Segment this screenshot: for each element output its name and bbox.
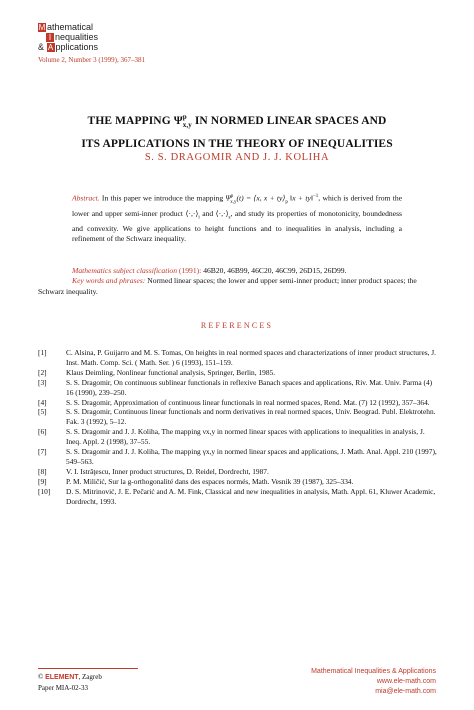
publisher-logo: ELEMENT bbox=[45, 674, 79, 681]
formula-exp: −1 bbox=[312, 194, 319, 199]
reference-text: Klaus Deimling, Nonlinear functional analysis, Springer, Berlin, 1985. bbox=[66, 367, 276, 377]
reference-text: S. S. Dragomir, Continuous linear functionals and norm derivatives in real normed spaces, Univ. Beograd. Publ. Elektrotehn. Fak. 3 (1992), 5–12. bbox=[66, 407, 436, 427]
logo-cap: A bbox=[47, 43, 54, 52]
reference-number: [10] bbox=[38, 486, 51, 496]
reference-text: S. S. Dragomir, On continuous sublinear functionals in reflexive Banach spaces and applications, Riv. Mat. Univ. Parma (4) 16 (1990), 239–250. bbox=[66, 377, 433, 397]
logo-cap: I bbox=[46, 33, 54, 42]
journal-logo bbox=[38, 22, 188, 52]
formula-sub: x,y bbox=[230, 200, 237, 206]
formula-symbol: Ψ bbox=[225, 193, 231, 203]
footer-journal-name: Mathematical Inequalities & Applications bbox=[311, 668, 436, 675]
reference-number: [6] bbox=[38, 427, 47, 437]
publisher-line bbox=[38, 672, 102, 683]
reference-item bbox=[38, 378, 438, 398]
logo-text: nequalities bbox=[55, 32, 99, 42]
title-superscript: p bbox=[182, 113, 187, 121]
logo-text: athematical bbox=[47, 22, 94, 32]
logo-line-3: & A pplications bbox=[38, 42, 99, 52]
reference-text: P. M. Miličić, Sur la g-orthogonalité dans des espaces normés, Math. Vesnik 39 (1987), 325–334. bbox=[66, 476, 354, 486]
reference-text: V. I. Istrăţescu, Inner product structures, D. Reidel, Dordrecht, 1987. bbox=[66, 466, 269, 476]
reference-number: [3] bbox=[38, 377, 47, 387]
keywords-text: Normed linear spaces; the lower and upper semi-inner product; inner product spaces; the Schwarz inequality. bbox=[38, 276, 417, 296]
reference-item bbox=[38, 407, 438, 427]
footer-website[interactable]: www.ele-math.com bbox=[376, 678, 436, 685]
abstract-text: In this paper we introduce the mapping bbox=[99, 193, 226, 203]
abstract-text: , which is derived from the lower and upper semi-inner product bbox=[72, 193, 403, 218]
keywords bbox=[38, 276, 438, 297]
publisher-city: , Zagreb bbox=[78, 673, 102, 681]
classification-codes: 46B20, 46B99, 46C20, 46C99, 26D15, 26D99. bbox=[201, 266, 347, 275]
footer-right bbox=[311, 667, 436, 697]
reference-item bbox=[38, 368, 438, 378]
reference-item bbox=[38, 398, 438, 408]
classification-year: (1991): bbox=[177, 266, 202, 275]
reference-text: D. S. Mitrinović, J. E. Pečarić and A. M. Fink, Classical and new inequalities in analysis, Math. Appl. 61, Kluwer Academic, Dordrecht, 1993. bbox=[66, 486, 436, 506]
footer-left bbox=[38, 672, 102, 693]
volume-info: Volume 2, Number 3 (1999), 367–381 bbox=[38, 56, 145, 64]
reference-item bbox=[38, 427, 438, 447]
references-heading: REFERENCES bbox=[200, 321, 274, 330]
reference-number: [1] bbox=[38, 348, 47, 357]
authors: S. S. DRAGOMIR AND J. J. KOLIHA bbox=[144, 152, 330, 163]
reference-item bbox=[38, 447, 438, 467]
reference-text: S. S. Dragomir and J. J. Koliha, The mapping γx,y in normed linear spaces and applications, J. Math. Anal. Appl. 210 (1997), 549–563. bbox=[66, 447, 437, 466]
footer-rule bbox=[38, 668, 138, 669]
subject-classification bbox=[72, 266, 402, 277]
reference-number: [5] bbox=[38, 407, 47, 417]
copyright-symbol: © bbox=[38, 673, 44, 681]
reference-number: [7] bbox=[38, 447, 47, 457]
sip-upper-sub: s bbox=[228, 215, 231, 221]
abstract-text: and bbox=[199, 208, 216, 218]
abstract-text: , and study its properties of monotonicity, boundedness and convexity. We give applications to height functions and to inequalities in analysis, including a refinement of the Schwarz inequality. bbox=[72, 208, 402, 244]
reference-list bbox=[38, 348, 438, 507]
abstract-label: Abstract. bbox=[72, 193, 100, 203]
sip-lower: ⟨·,·⟩ bbox=[185, 208, 199, 218]
logo-cap: M bbox=[38, 23, 46, 32]
reference-number: [4] bbox=[38, 397, 47, 407]
reference-number: [8] bbox=[38, 466, 47, 476]
reference-item bbox=[38, 477, 438, 487]
title-subscript: x,y bbox=[182, 121, 192, 130]
reference-number: [2] bbox=[38, 367, 47, 377]
keywords-label: Key words and phrases: bbox=[72, 276, 146, 285]
reference-text: C. Alsina, P. Guijarro and M. S. Tomas, On heights in real normed spaces and characterizations of inner product structures, J. Inst. Math. Comp. Sci. ( Math. Ser. ) 6 (1993), 151–159. bbox=[66, 348, 437, 367]
reference-item bbox=[38, 487, 438, 507]
sip-upper: ⟨·,·⟩ bbox=[215, 208, 229, 218]
logo-text: pplications bbox=[55, 42, 99, 52]
formula-sup: p bbox=[230, 194, 234, 199]
formula-norm: ‖x + ty‖ bbox=[287, 193, 313, 203]
formula-rest: (t) = ⟨x, x + ty⟩ bbox=[236, 193, 286, 203]
footer-email[interactable]: mia@ele-math.com bbox=[375, 688, 436, 695]
title-text-rest: IN NORMED LINEAR SPACES AND bbox=[191, 114, 387, 127]
abstract bbox=[72, 192, 402, 245]
logo-line-2 bbox=[38, 32, 188, 42]
reference-text: S. S. Dragomir and J. J. Koliha, The mapping νx,y in normed linear spaces with applications to inequalities in analysis, J. Ineq. Appl. 2 (1998), 37–55. bbox=[66, 427, 425, 447]
title-text: THE MAPPING Ψ bbox=[87, 114, 183, 127]
formula-p: p bbox=[285, 200, 288, 206]
logo-line-1 bbox=[38, 22, 188, 32]
reference-text: S. S. Dragomir, Approximation of continuous linear functionals in real normed spaces, Rend. Mat. (7) 12 (1992), 357–364. bbox=[66, 397, 430, 407]
classification-label: Mathematics subject classification bbox=[72, 266, 178, 275]
sip-lower-sub: i bbox=[198, 215, 200, 221]
paper-id: Paper MIA-02-33 bbox=[38, 684, 88, 692]
reference-item bbox=[38, 467, 438, 477]
title-line-2: ITS APPLICATIONS IN THE THEORY OF INEQUALITIES bbox=[81, 138, 393, 151]
reference-item bbox=[38, 348, 438, 368]
paper-title bbox=[0, 108, 474, 154]
title-line-1 bbox=[0, 108, 474, 135]
reference-number: [9] bbox=[38, 476, 47, 486]
